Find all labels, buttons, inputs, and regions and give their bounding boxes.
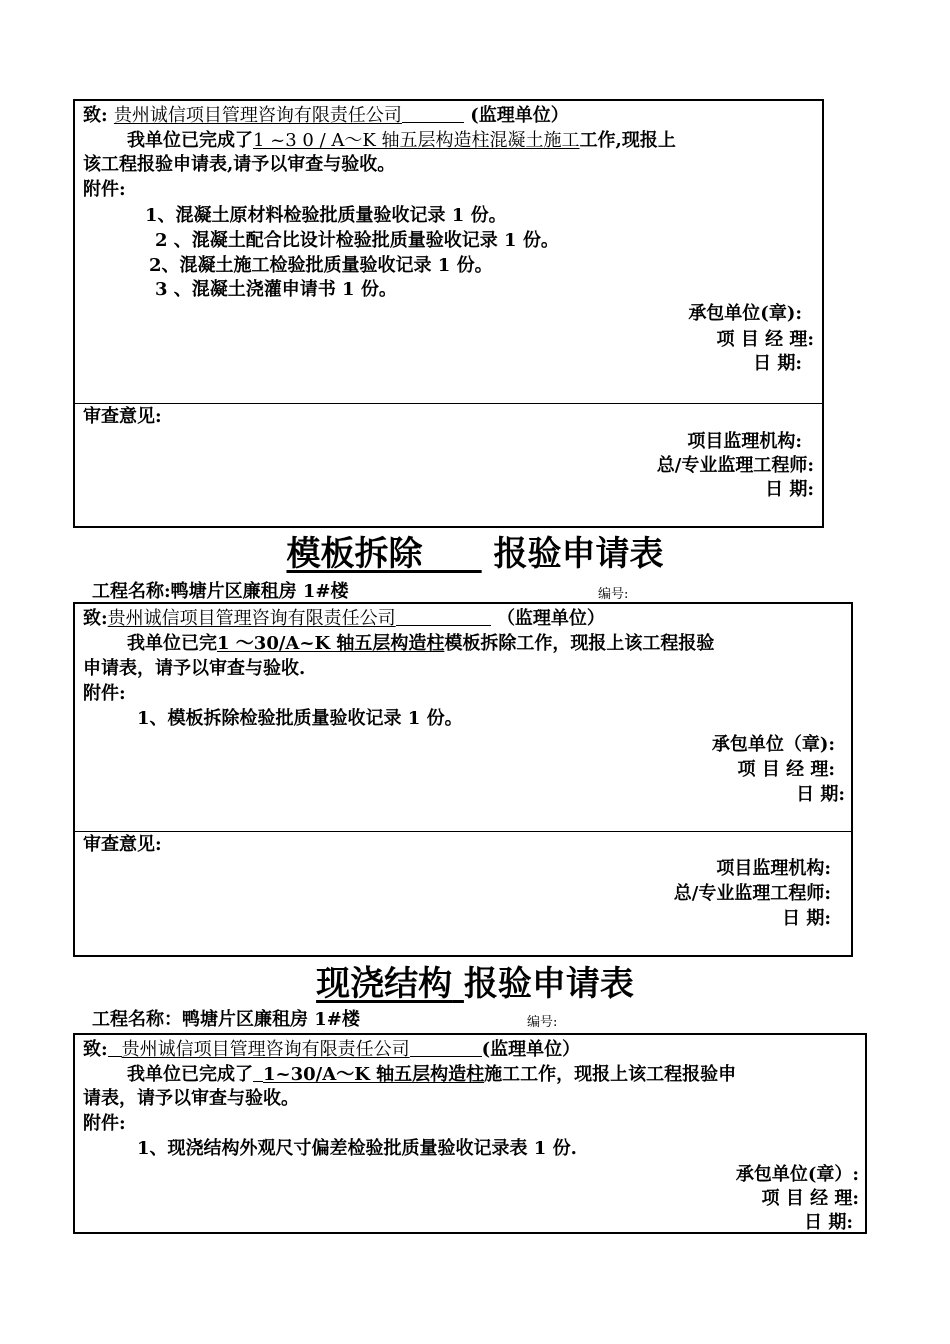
supervisor-org: 贵州诚信项目管理咨询有限责任公司 (107, 608, 396, 629)
chief-engineer-label: 总/专业监理工程师: (673, 883, 831, 904)
form1-attach-label: 附件: (83, 179, 126, 200)
review-label: 审查意见: (83, 834, 162, 855)
supervisor-suffix: (监理单位） (470, 105, 569, 126)
manager-label: 项 目 经 理: (737, 759, 835, 780)
title-blank (452, 964, 464, 1004)
blank-underline (396, 607, 491, 626)
supervisor-suffix: （监理单位） (496, 608, 605, 629)
review-date-label: 日 期: (782, 908, 831, 929)
contractor-label: 承包单位(章）: (735, 1164, 859, 1185)
attachment-item: 2、混凝土施工检验批质量验收记录 1 份。 (149, 255, 493, 276)
body-suffix: 施工工作，现报上该工程报验申 (484, 1064, 737, 1085)
form3-title (0, 964, 950, 1004)
form1-body-line1 (127, 130, 676, 152)
title-main: 模板拆除 (286, 534, 423, 574)
form3-number-label: 编号: (527, 1015, 558, 1030)
title-blank (422, 534, 481, 574)
title-suffix: 报验申请表 (493, 534, 664, 574)
contractor-label: 承包单位（章): (711, 734, 835, 755)
form1-divider (75, 403, 822, 404)
attachment-item: 1、混凝土原材料检验批质量验收记录 1 份。 (145, 205, 507, 226)
manager-label: 项 目 经 理: (761, 1188, 859, 1209)
form2-box (73, 602, 853, 957)
review-date-label: 日 期: (765, 479, 814, 500)
manager-label: 项 目 经 理: (716, 329, 814, 350)
blank-underline (402, 104, 464, 123)
body-prefix: 我单位已完成了 (127, 1064, 253, 1085)
form2-divider (75, 831, 851, 832)
form3-body-line2: 请表，请予以审查与验收。 (83, 1088, 299, 1109)
title-suffix: 报验申请表 (463, 964, 634, 1004)
to-label: 致: (83, 1039, 108, 1060)
date-label: 日 期: (796, 784, 845, 805)
date-label: 日 期: (804, 1212, 853, 1233)
work-description: 1~30/A～K 轴五层构造柱 (263, 1064, 485, 1085)
form3-project-name: 工程名称：鸭塘片区廉租房 1#楼 (92, 1009, 360, 1030)
form2-body-line2: 申请表，请予以审查与验收. (83, 658, 306, 679)
date-label: 日 期: (753, 353, 802, 374)
supervision-org-label: 项目监理机构: (716, 858, 831, 879)
form2-title (0, 534, 950, 574)
blank-underline (410, 1038, 482, 1057)
attachment-item: 3 、混凝土浇灌申请书 1 份。 (155, 279, 397, 300)
body-prefix: 我单位已完成了 (127, 130, 253, 151)
body-suffix: 模板拆除工作，现报上该工程报验 (444, 633, 715, 654)
work-description: 1 ~3 0 / A～K 轴五层构造柱混凝土施工 (253, 130, 580, 151)
to-label: 致: (83, 608, 108, 629)
form2-to-line (83, 607, 605, 630)
form2-project-name: 工程名称:鸭塘片区廉租房 1#楼 (92, 581, 349, 602)
form3-to-line (83, 1038, 580, 1061)
body-suffix: 工作,现报上 (579, 130, 676, 151)
chief-engineer-label: 总/专业监理工程师: (656, 455, 814, 476)
contractor-label: 承包单位(章): (688, 303, 802, 324)
form1-body-line2: 该工程报验申请表,请予以审查与验收。 (83, 154, 396, 175)
supervisor-org: 贵州诚信项目管理咨询有限责任公司 (121, 1039, 410, 1060)
form1-box (73, 99, 824, 528)
work-description: 1 ～30/A~K 轴五层构造柱 (217, 633, 445, 654)
form2-attach-label: 附件: (83, 683, 126, 704)
form2-body-line1 (127, 633, 714, 655)
form3-attach-label: 附件: (83, 1113, 126, 1134)
blank-underline (108, 1038, 122, 1057)
body-prefix: 我单位已完 (127, 633, 217, 654)
title-main: 现浇结构 (316, 964, 453, 1004)
review-label: 审查意见: (83, 406, 162, 427)
form2-number-label: 编号: (598, 587, 629, 602)
attachment-item: 1、现浇结构外观尺寸偏差检验批质量验收记录表 1 份. (137, 1138, 577, 1159)
supervision-org-label: 项目监理机构: (687, 431, 802, 452)
supervisor-org: 贵州诚信项目管理咨询有限责任公司 (113, 105, 402, 126)
supervisor-suffix: (监理单位） (481, 1039, 581, 1060)
attachment-item: 1、模板拆除检验批质量验收记录 1 份。 (137, 708, 463, 729)
blank-underline (253, 1063, 263, 1082)
to-label: 致: (83, 105, 108, 126)
form3-body-line1 (127, 1063, 736, 1086)
form1-to-line (83, 104, 569, 127)
attachment-item: 2 、混凝土配合比设计检验批质量验收记录 1 份。 (155, 230, 559, 251)
form3-box (73, 1033, 867, 1234)
